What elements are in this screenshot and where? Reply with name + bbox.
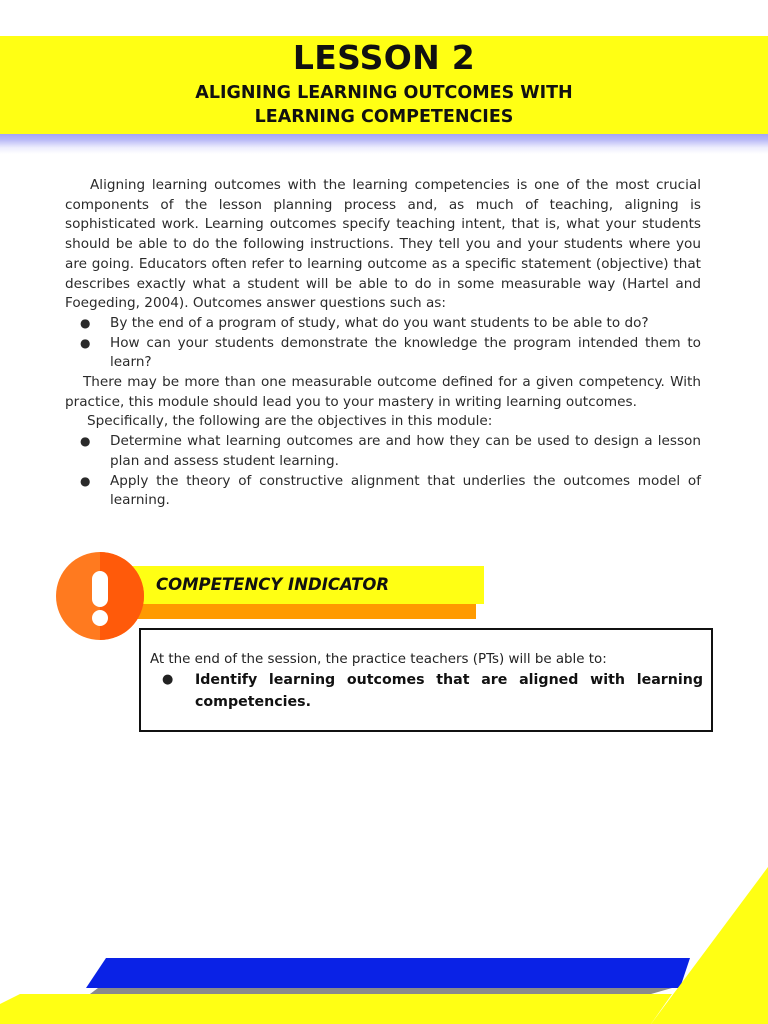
subtitle-line-2: LEARNING COMPETENCIES — [254, 107, 514, 127]
list-item — [65, 432, 701, 471]
intro-paragraph: Aligning learning outcomes with the learning competencies is one of the most crucial components of the lesson planning process and, as much of teaching, aligning is sophisticated work. Learning outcomes specify teaching intent, that is, what your students should be able to do the following instructions. They tell you and your students where you are going. Educators often refer to learning outcome as a specific statement (objective) that describes exactly what a student will be able to do in some measurable way (Hartel and Foegeding, 2004). Outcomes answer questions such as: — [65, 177, 701, 312]
list-item — [65, 334, 701, 373]
objective-list — [65, 432, 701, 511]
subtitle-line-1: ALIGNING LEARNING OUTCOMES WITH — [195, 83, 573, 103]
list-item — [65, 472, 701, 511]
bullet-icon: ● — [80, 315, 91, 330]
competency-title: COMPETENCY INDICATOR — [156, 575, 390, 594]
list-item — [65, 314, 701, 334]
question-text: How can your students demonstrate the knowledge the program intended them to learn? — [110, 334, 701, 371]
bullet-icon: ● — [80, 473, 91, 488]
lesson-content — [65, 176, 701, 511]
footer-decoration — [0, 860, 768, 1024]
paragraph-3: Specifically, the following are the objectives in this module: — [87, 413, 493, 430]
header-banner — [0, 36, 768, 134]
lesson-subtitle — [0, 81, 768, 129]
competency-item — [150, 669, 703, 713]
competency-box — [139, 628, 713, 732]
bullet-icon: ● — [80, 434, 91, 449]
bullet-icon: ● — [80, 335, 91, 350]
bullet-icon: ● — [162, 672, 174, 687]
competency-underline-bar — [100, 602, 476, 619]
lesson-title: LESSON 2 — [292, 38, 476, 77]
competency-intro: At the end of the session, the practice teachers (PTs) will be able to: — [150, 652, 607, 667]
paragraph-2: There may be more than one measurable outcome defined for a given competency. With practice, this module should lead you to your mastery in writing learning outcomes. — [65, 374, 701, 410]
question-list — [65, 314, 701, 373]
objective-text: Apply the theory of constructive alignment that underlies the outcomes model of learning. — [110, 472, 701, 509]
competency-item-text: Identify learning outcomes that are aligned with learning competencies. — [195, 672, 703, 710]
question-text: By the end of a program of study, what do you want students to be able to do? — [110, 314, 649, 331]
exclamation-icon — [56, 552, 144, 640]
objective-text: Determine what learning outcomes are and how they can be used to design a lesson plan and assess student learning. — [110, 433, 701, 469]
